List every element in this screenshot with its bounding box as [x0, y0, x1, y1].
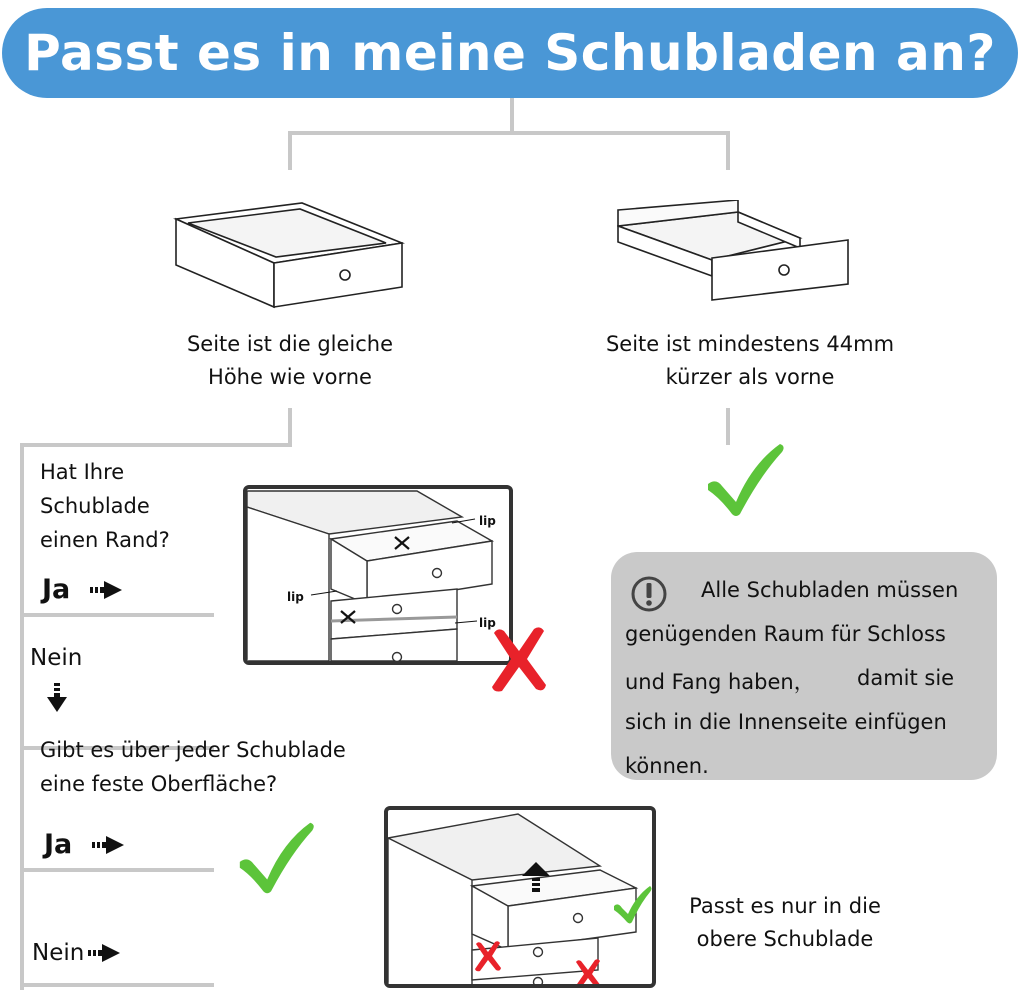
option-left-label [165, 328, 415, 394]
question2-no-label: Nein [32, 940, 85, 966]
note-line3b: damit sie [857, 666, 955, 690]
drawer-short-sides-illustration [612, 200, 857, 305]
cross-icon [488, 625, 550, 695]
top-drawer-diagram [388, 810, 652, 986]
option-left-line2: Höhe wie vorne [208, 365, 372, 389]
question2-no [32, 940, 122, 966]
arrow-down-icon [45, 683, 69, 713]
question1-yes [42, 574, 124, 605]
note-line1: Alle Schubladen müssen [701, 578, 959, 602]
option-right-line2: kürzer als vorne [665, 365, 835, 389]
option-left-line1: Seite ist die gleiche [186, 332, 394, 356]
question2-line2: eine feste Oberfläche? [40, 772, 278, 796]
drawer-equal-sides-illustration [170, 195, 410, 310]
question1-text [40, 455, 170, 557]
arrow-right-icon [88, 942, 122, 964]
arrow-right-icon [92, 834, 126, 856]
lip-label-right: lip [479, 616, 496, 630]
question1-line3: einen Rand? [40, 528, 170, 552]
note-box [611, 552, 997, 780]
question1-line2: Schublade [40, 494, 150, 518]
question1-line1: Hat Ihre [40, 460, 125, 484]
exclamation-icon [629, 574, 669, 614]
lip-diagram-frame [243, 485, 513, 665]
top-drawer-result [670, 890, 900, 956]
question1-no-label: Nein [30, 645, 83, 671]
page-title: Passt es in meine Schubladen an? [24, 24, 996, 82]
lip-diagram [247, 489, 509, 661]
top-drawer-result-line2: obere Schublade [696, 927, 874, 951]
lip-label-top: lip [479, 514, 496, 528]
check-icon [232, 818, 320, 898]
note-line3a: und Fang haben， [625, 670, 815, 694]
question2-yes-label: Ja [44, 829, 73, 860]
lip-label-left: lip [287, 590, 304, 604]
question2-text [40, 733, 346, 801]
option-right-line1: Seite ist mindestens 44mm [605, 332, 895, 356]
question1-yes-label: Ja [42, 574, 71, 605]
option-right-label [585, 328, 915, 394]
top-drawer-diagram-frame [384, 806, 656, 988]
question2-line1: Gibt es über jeder Schublade [40, 738, 346, 762]
arrow-right-icon [90, 579, 124, 601]
note-line2: genügenden Raum für Schloss [625, 622, 946, 646]
note-line5: können. [625, 754, 709, 778]
question1-no [30, 642, 82, 675]
question2-yes [44, 829, 126, 860]
note-line4: sich in die Innenseite einfügen [625, 710, 947, 734]
top-drawer-result-line1: Passt es nur in die [689, 894, 881, 918]
check-icon [700, 440, 790, 520]
